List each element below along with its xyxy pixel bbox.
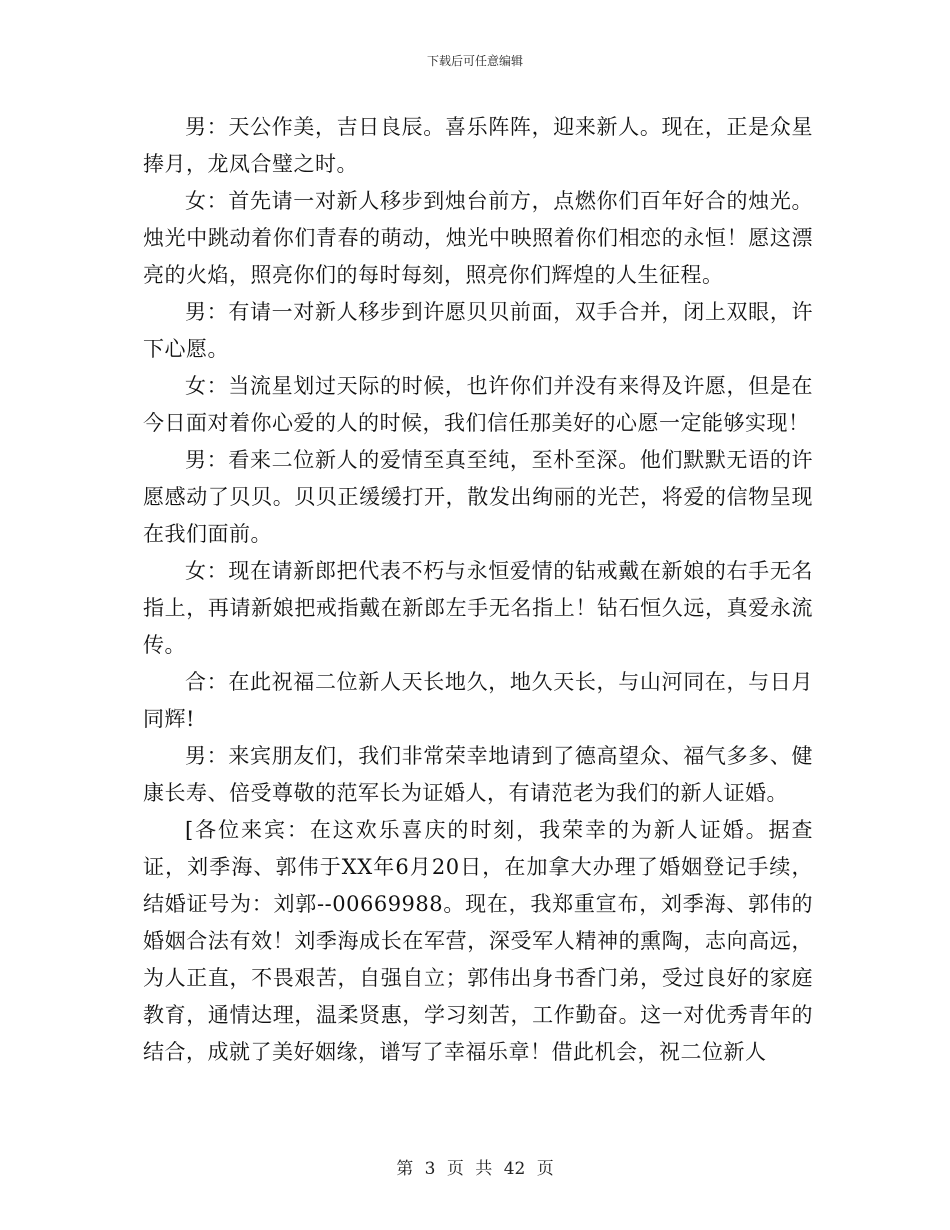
paragraph-2: 女：首先请一对新人移步到烛台前方，点燃你们百年好合的烛光。烛光中跳动着你们青春的萌动，烛光中映照着你们相恋的永恒！愿这漂亮的火焰，照亮你们的每时每刻，照亮你们辉煌的人生征程。 — [143, 189, 813, 287]
paragraph-9: [各位来宾：在这欢乐喜庆的时刻，我荣幸的为新人证婚。据查证，刘季海、郭伟于XX年6月20日，在加拿大办理了婚姻登记手续，结婚证号为：刘郭--00669988。现在，我郑重宣布，刘季海、郭伟的婚姻合法有效！刘季海成长在军营，深受军人精神的熏陶，志向高远，为人正直，不畏艰苦，自强自立；郭伟出身书香门弟，受过良好的家庭教育，通情达理，温柔贤惠，学习刻苦，工作勤奋。这一对优秀青年的结合，成就了美好姻缘，谱写了幸福乐章！借此机会，祝二位新人 — [143, 818, 813, 1064]
document-body — [143, 109, 813, 1071]
paragraph-6: 女：现在请新郎把代表不朽与永恒爱情的钻戒戴在新娘的右手无名指上，再请新娘把戒指戴在新郎左手无名指上！钻石恒久远，真爱永流传。 — [143, 559, 813, 657]
page-number-footer: 第 3 页 共 42 页 — [396, 1159, 554, 1179]
paragraph-4: 女：当流星划过天际的时候，也许你们并没有来得及许愿，但是在今日面对着你心爱的人的时候，我们信任那美好的心愿一定能够实现！ — [143, 374, 813, 435]
paragraph-7: 合：在此祝福二位新人天长地久，地久天长，与山河同在，与日月同辉! — [143, 670, 813, 731]
paragraph-5: 男：看来二位新人的爱情至真至纯，至朴至深。他们默默无语的许愿感动了贝贝。贝贝正缓缓打开，散发出绚丽的光芒，将爱的信物呈现在我们面前。 — [143, 448, 813, 546]
page-header: 下载后可任意编辑 — [426, 54, 523, 68]
paragraph-3: 男：有请一对新人移步到许愿贝贝前面，双手合并，闭上双眼，许下心愿。 — [143, 300, 813, 361]
paragraph-1: 男：天公作美，吉日良辰。喜乐阵阵，迎来新人。现在，正是众星捧月，龙凤合璧之时。 — [143, 115, 813, 176]
paragraph-8: 男：来宾朋友们，我们非常荣幸地请到了德高望众、福气多多、健康长寿、倍受尊敬的范军长为证婚人，有请范老为我们的新人证婚。 — [143, 744, 813, 805]
